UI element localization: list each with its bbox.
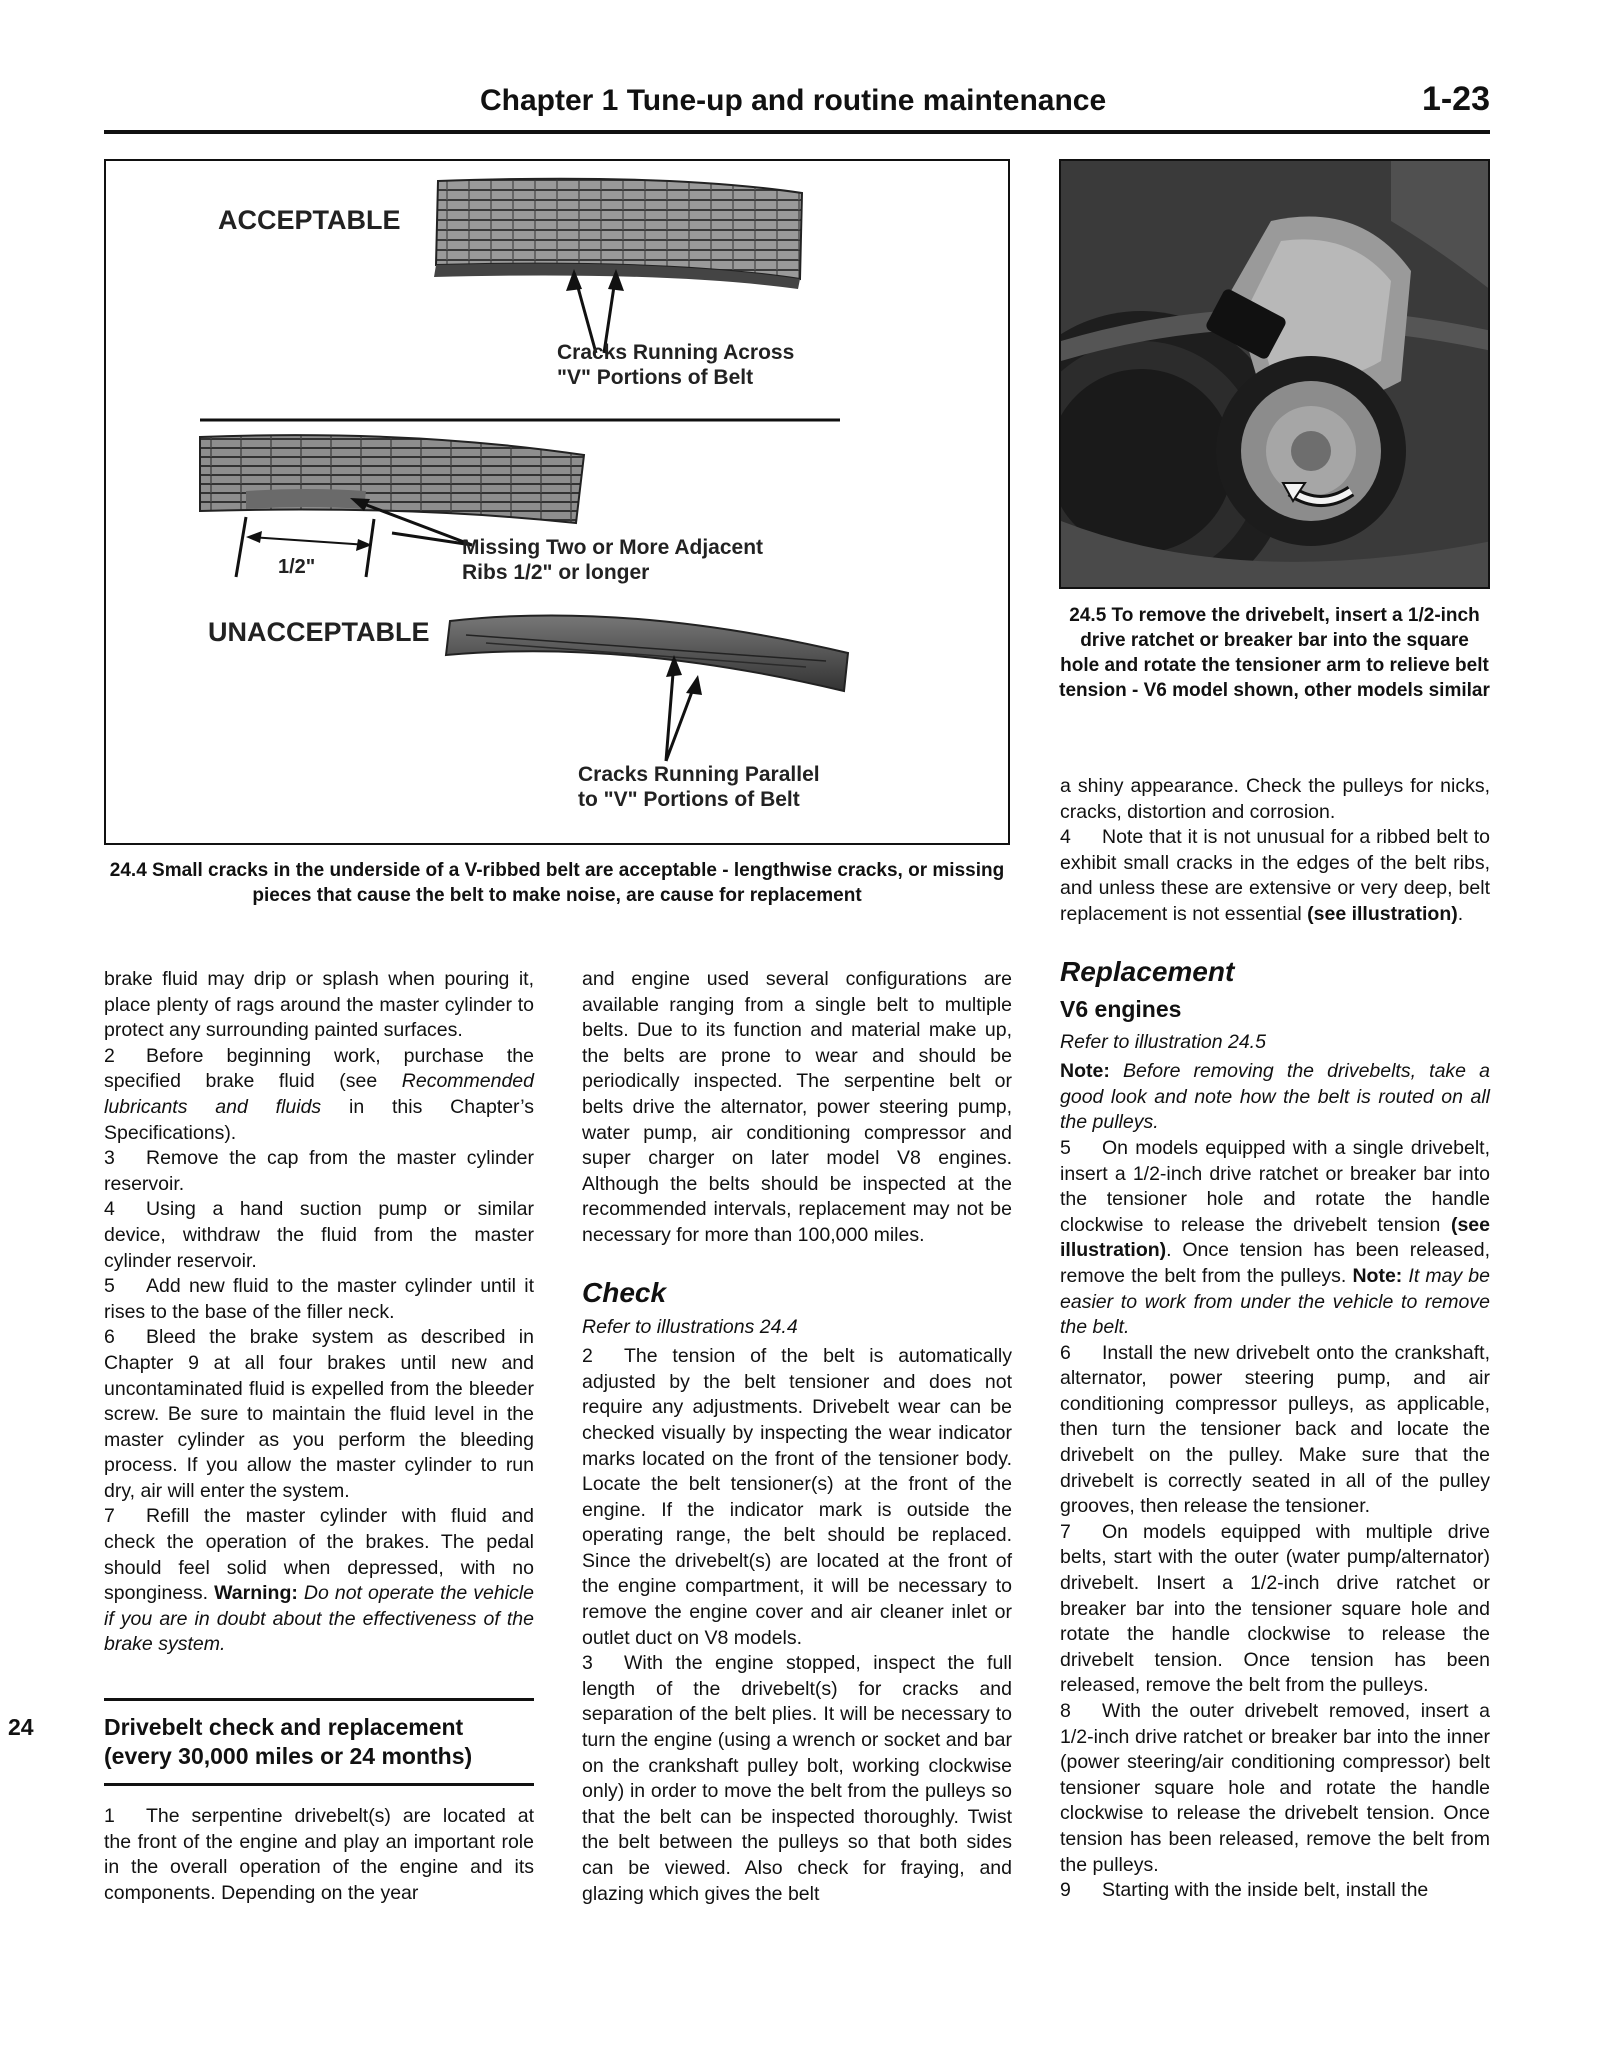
text-italic: Recommended lubricants and fluids: [104, 1070, 534, 1118]
figure-24-5-caption: 24.5 To remove the drivebelt, insert a 1/2-inch drive ratchet or breaker bar into the square hole and rotate the tensioner arm to relieve belt tension - V6 model shown, other models similar: [1059, 605, 1490, 701]
text: Remove the cap from the master cylinder reservoir.: [104, 1147, 534, 1195]
paragraph-number: 4: [1060, 826, 1071, 849]
warning-text: Do not operate the vehicle if you are in doubt about the effectiveness of the brake system.: [104, 1582, 534, 1656]
text: With the outer drivebelt removed, insert a 1/2-inch drive ratchet or breaker bar into the inner (power steering/air conditioning compressor) belt tensioner square hole and rotate the handle clockwise to release the drivebelt tension. Once tension has been released, remove the belt from the pulleys.: [1060, 1700, 1490, 1876]
text: On models equipped with multiple drive belts, start with the outer (water pump/alternator) drivebelt. Insert a 1/2-inch drive ratchet or breaker bar into the tensioner square hole and rotate the handle clockwise to release the drivebelt tension. Once tension has been released, remove the belt from the pulleys.: [1060, 1520, 1490, 1697]
label-half-inch: 1/2": [278, 556, 316, 578]
paragraph: [104, 1504, 534, 1658]
see-illustration: (see illustration): [1307, 902, 1458, 925]
label-unacceptable: UNACCEPTABLE: [208, 617, 430, 647]
paragraph: [104, 1197, 534, 1274]
paragraph: [582, 1344, 1012, 1651]
paragraph-number: 6: [104, 1326, 115, 1349]
paragraph-number: 2: [104, 1044, 115, 1067]
tensioner-drawing: [1061, 161, 1490, 589]
see-illustration: (see illustration): [1060, 1213, 1490, 1262]
note-label: Note:: [1352, 1264, 1403, 1287]
paragraph-number: 3: [582, 1652, 593, 1675]
paragraph: [582, 1651, 1012, 1907]
label-cracks-across-2: "V" Portions of Belt: [557, 366, 754, 389]
paragraph: [1060, 825, 1490, 927]
text: Install the new drivebelt onto the crankshaft, alternator, power steering pump, and air conditioning compressor pulleys, as applicable, then turn the tensioner back and locate the drivebelt on the pulley. Make sure that the drivebelt is correctly seated in all of the pulley grooves, then release the tensioner.: [1060, 1341, 1490, 1518]
paragraph: [1060, 774, 1490, 825]
paragraph-number: 5: [104, 1275, 115, 1298]
paragraph: [1060, 1699, 1490, 1878]
label-cracks-parallel-1: Cracks Running Parallel: [578, 763, 820, 786]
text: in this Chapter’s Specifications).: [104, 1095, 534, 1144]
paragraph-number: 5: [1060, 1136, 1071, 1159]
text: Before beginning work, purchase the specified brake fluid (see: [104, 1044, 534, 1093]
paragraph-number: 7: [104, 1505, 115, 1528]
note-label: Note:: [1060, 1060, 1110, 1083]
text: The serpentine drivebelt(s) are located at the front of the engine and play an important role in the overall operation of the engine and its components. Depending on the year: [104, 1805, 534, 1904]
text-column-3: [1060, 774, 1490, 1904]
paragraph-number: 1: [104, 1805, 115, 1828]
text: The tension of the belt is automatically adjusted by the belt tensioner and does not require any adjustments. Drivebelt wear can be checked visually by inspecting the wear indicator marks located on the front of the tensioner body. Locate the belt tensioner(s) at the front of the engine. If the indicator mark is outside the operating range, the belt should be replaced. Since the drivebelt(s) are located at the front of the engine compartment, it will be necessary to remove the engine cover and air cleaner inlet or outlet duct on V8 models.: [582, 1345, 1012, 1649]
paragraph-number: 7: [1060, 1520, 1071, 1543]
text: Refill the master cylinder with fluid and check the operation of the brakes. The pedal should feel solid when depressed, with no sponginess.: [104, 1505, 534, 1605]
note-text: Before removing the drivebelts, take a good look and note how the belt is routed on all the pulleys.: [1060, 1060, 1490, 1134]
paragraph: [104, 1325, 534, 1504]
check-heading: Check: [582, 1276, 667, 1308]
text: . Once tension has been released, remove the belt from the pulleys.: [1060, 1239, 1490, 1287]
missing-ribs-belt: [200, 435, 584, 523]
label-missing-2: Ribs 1/2" or longer: [462, 561, 650, 584]
text: Using a hand suction pump or similar device, withdraw the fluid from the master cylinder reservoir.: [104, 1198, 534, 1272]
label-cracks-parallel-2: to "V" Portions of Belt: [578, 788, 800, 811]
illustration-reference: Refer to illustrations 24.4: [582, 1315, 798, 1338]
text: .: [1457, 902, 1464, 925]
text: Starting with the inside belt, install the: [1102, 1879, 1429, 1902]
text-column-2: [582, 967, 1012, 1907]
text: Bleed the brake system as described in Chapter 9 at all four brakes until new and uncontaminated fluid is expelled from the bleeder screw. Be sure to maintain the fluid level in the master cylinder as you perform the bleeding process. If you allow the master cylinder to run dry, air will enter the system.: [104, 1326, 534, 1502]
text: and engine used several configurations are available ranging from a single belt to multiple belts. Due to its function and material make up, the belts are prone to wear and should be periodically inspected. The serpentine belt or belts drive the alternator, power steering pump, water pump, air conditioning compressor and super charger on later model V8 engines. Although the belts should be inspected at the recommended intervals, replacement may not be necessary for more than 100,000 miles.: [582, 968, 1012, 1246]
illustration-reference: Refer to illustration 24.5: [1060, 1030, 1266, 1053]
text: a shiny appearance. Check the pulleys for nicks, cracks, distortion and corrosion.: [1060, 775, 1490, 823]
paragraph-number: 3: [104, 1147, 115, 1170]
belt-drawing: [106, 161, 1012, 847]
chapter-title: Chapter 1 Tune-up and routine maintenance: [480, 84, 1107, 117]
label-cracks-across-1: Cracks Running Across: [557, 341, 795, 364]
section-heading: [8, 1698, 534, 1786]
paragraph: [1060, 1520, 1490, 1699]
paragraph: [104, 1044, 534, 1146]
text: On models equipped with a single drivebelt, insert a 1/2-inch drive ratchet or breaker bar into the tensioner hole and rotate the handle clockwise to release the drivebelt tension: [1060, 1136, 1490, 1236]
paragraph: [104, 1146, 534, 1197]
note-text: It may be easier to work from under the vehicle to remove the belt.: [1060, 1264, 1490, 1339]
paragraph: [582, 967, 1012, 1249]
text: Note that it is not unusual for a ribbed belt to exhibit small cracks in the edges of the belt ribs, and unless these are extensive or very deep, belt replacement is not essential: [1060, 826, 1490, 925]
label-missing-1: Missing Two or More Adjacent: [462, 536, 764, 559]
header-rule: [104, 130, 1490, 134]
paragraph-number: 9: [1060, 1879, 1071, 1902]
section-title: Drivebelt check and replacement (every 30,000 miles or 24 months): [104, 1714, 473, 1770]
section-number: 24: [8, 1714, 34, 1741]
paragraph: [1060, 1136, 1490, 1341]
paragraph-number: 8: [1060, 1700, 1071, 1722]
paragraph: [104, 967, 534, 1044]
belt-condition-illustration: [104, 159, 1010, 845]
paragraph-number: 6: [1060, 1341, 1071, 1364]
warning-label: Warning:: [214, 1582, 298, 1605]
replacement-heading: Replacement: [1060, 955, 1235, 987]
tensioner-photo: [1059, 159, 1490, 589]
note: [1060, 1059, 1490, 1136]
paragraph: [104, 1804, 534, 1906]
label-acceptable: ACCEPTABLE: [218, 205, 401, 235]
text: brake fluid may drip or splash when pouring it, place plenty of rags around the master cylinder to protect any surrounding painted surfaces.: [104, 968, 534, 1042]
v6-engines-heading: V6 engines: [1060, 995, 1182, 1022]
page-number: 1-23: [1421, 80, 1490, 118]
paragraph-number: 4: [104, 1198, 115, 1221]
text-column-1: [8, 967, 534, 1906]
paragraph: [104, 1274, 534, 1325]
text: Add new fluid to the master cylinder until it rises to the base of the filler neck.: [104, 1275, 534, 1323]
text: With the engine stopped, inspect the full length of the drivebelt(s) for cracks and separation of the belt plies. It will be necessary to turn the engine (using a wrench or socket and bar on the crankshaft pulley bolt, working clockwise only) in order to move the belt from the pulleys so that the belt can be inspected thoroughly. Twist the belt between the pulleys so that both sides can be viewed. Also check for fraying, and glazing which gives the belt: [582, 1652, 1012, 1905]
paragraph: [1060, 1878, 1490, 1904]
paragraph: [1060, 1341, 1490, 1520]
paragraph-number: 2: [582, 1345, 593, 1368]
figure-24-4-caption: 24.4 Small cracks in the underside of a V-ribbed belt are acceptable - lengthwise cracks, or missing pieces that cause the belt to make noise, are cause for replacement: [109, 860, 1005, 906]
parallel-cracks-belt: [446, 615, 848, 691]
